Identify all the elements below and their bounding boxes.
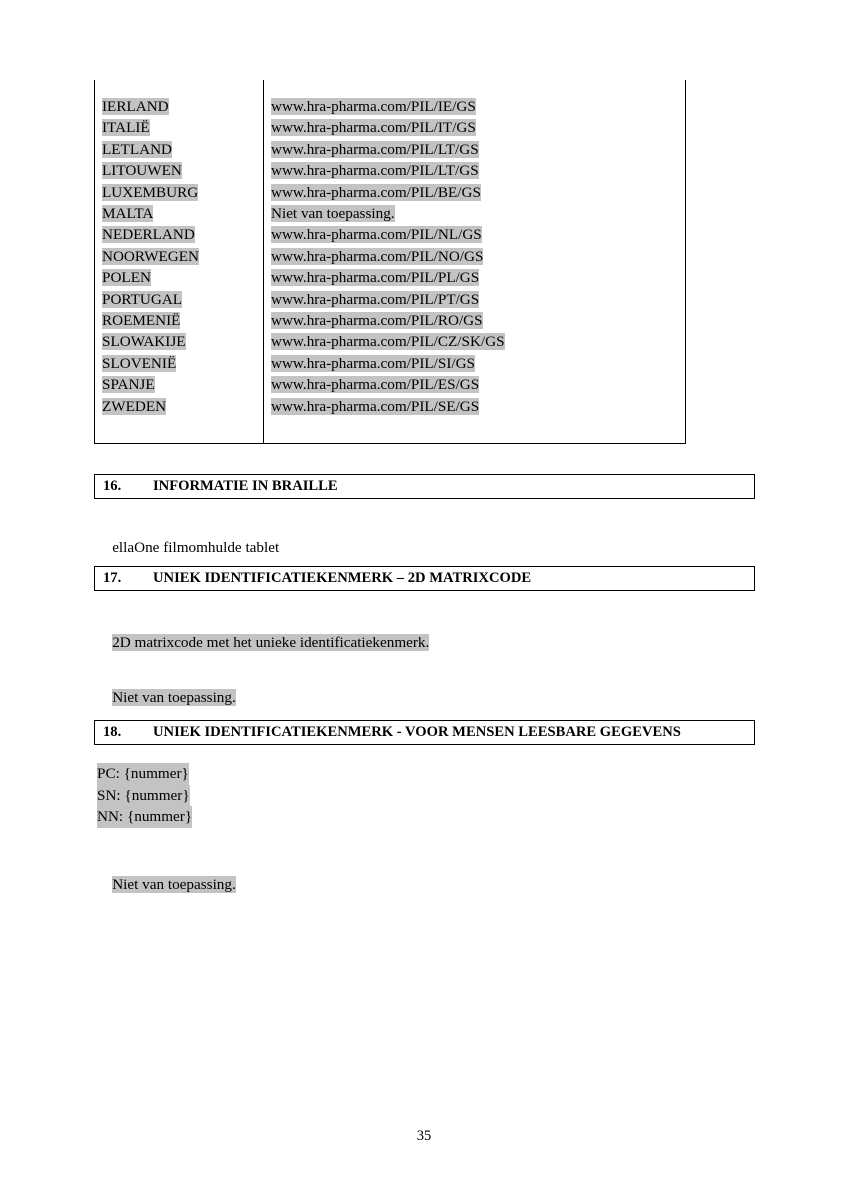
identifier-pc-line: PC: {nummer} [97,763,189,785]
table-row [95,331,686,352]
section-18-body-line-2 [97,852,236,917]
table-cell-url [264,160,686,181]
country-name: NOORWEGEN [102,247,200,265]
not-applicable-text: Niet van toepassing. [112,688,236,706]
country-url: www.hra-pharma.com/PIL/ES/GS [271,376,480,394]
table-cell-url [264,331,686,352]
country-name: PORTUGAL [102,290,183,308]
table-cell-country [95,117,264,138]
table-row [95,267,686,288]
table-cell-country [95,203,264,224]
table-cell-country [95,246,264,267]
section-title: UNIEK IDENTIFICATIEKENMERK - VOOR MENSEN LEESBARE GEGEVENS [153,724,681,740]
country-name: ZWEDEN [102,397,167,415]
country-url: www.hra-pharma.com/PIL/LT/GS [271,162,479,180]
table-row [95,310,686,331]
table-cell-country [95,331,264,352]
table-cell-url [264,353,686,374]
table-spacer-cell [264,417,686,444]
country-url: www.hra-pharma.com/PIL/IT/GS [271,119,476,137]
matrixcode-text: 2D matrixcode met het unieke identificatiekenmerk. [112,633,430,651]
table-row [95,396,686,417]
country-name: SPANJE [102,376,155,394]
country-url: www.hra-pharma.com/PIL/SE/GS [271,397,480,415]
table-cell-url [264,96,686,117]
table-cell-url [264,224,686,245]
table-cell-url [264,396,686,417]
table-cell-url [264,139,686,160]
table-row [95,160,686,181]
identifier-nn-line: NN: {nummer} [97,806,192,828]
table-row [95,353,686,374]
section-number: 18. [103,724,122,740]
country-url: www.hra-pharma.com/PIL/NL/GS [271,226,482,244]
table-cell-country [95,353,264,374]
country-url: www.hra-pharma.com/PIL/PT/GS [271,290,480,308]
table-cell-country [95,224,264,245]
country-url: www.hra-pharma.com/PIL/IE/GS [271,98,476,115]
country-name: LITOUWEN [102,162,182,180]
table-cell-country [95,396,264,417]
table-cell-country [95,160,264,181]
country-url: Niet van toepassing. [271,205,395,223]
section-number: 16. [103,478,122,494]
table-cell-url [264,289,686,310]
table-spacer-cell [95,417,264,444]
section-title: INFORMATIE IN BRAILLE [153,478,338,494]
table-row [95,182,686,203]
country-url: www.hra-pharma.com/PIL/RO/GS [271,312,483,330]
section-18-identifier-block [97,763,192,828]
table-cell-country [95,267,264,288]
country-name: SLOWAKIJE [102,333,186,351]
country-url: www.hra-pharma.com/PIL/BE/GS [271,183,481,201]
section-number: 17. [103,570,122,586]
table-cell-url [264,182,686,203]
country-url: www.hra-pharma.com/PIL/LT/GS [271,140,479,158]
country-name: POLEN [102,269,151,287]
country-name: ROEMENIË [102,312,181,330]
country-name: ITALIË [102,119,150,137]
table-row [95,96,686,117]
table-cell-country [95,289,264,310]
country-name: LUXEMBURG [102,183,199,201]
page-number: 35 [416,1128,432,1144]
table-cell-url [264,310,686,331]
table-cell-country [95,310,264,331]
table-bottom-spacer-row [95,417,686,444]
country-url: www.hra-pharma.com/PIL/PL/GS [271,269,480,287]
country-url-table [94,80,686,444]
table-row [95,117,686,138]
country-name: MALTA [102,205,154,223]
table-cell-url [264,117,686,138]
table-cell-url [264,267,686,288]
country-name: SLOVENIË [102,354,177,372]
not-applicable-text: Niet van toepassing. [112,875,236,893]
table-row [95,203,686,224]
country-name: NEDERLAND [102,226,195,244]
country-url: www.hra-pharma.com/PIL/CZ/SK/GS [271,333,505,351]
section-heading-16 [94,474,755,499]
table-row [95,289,686,310]
table-spacer-cell [95,80,264,96]
country-url: www.hra-pharma.com/PIL/NO/GS [271,247,484,265]
section-heading-17 [94,566,755,591]
country-url-table-body [95,80,686,444]
table-row [95,224,686,245]
table-cell-country [95,96,264,117]
table-cell-url [264,374,686,395]
table-row [95,246,686,267]
section-title: UNIEK IDENTIFICATIEKENMERK – 2D MATRIXCODE [153,570,532,586]
identifier-sn-line: SN: {nummer} [97,785,190,807]
country-url: www.hra-pharma.com/PIL/SI/GS [271,354,476,372]
table-cell-url [264,203,686,224]
table-cell-country [95,182,264,203]
table-top-spacer-row [95,80,686,96]
country-name: IERLAND [102,98,169,115]
table-row [95,374,686,395]
table-cell-url [264,246,686,267]
table-cell-country [95,139,264,160]
braille-product-name: ellaOne filmomhulde tablet [112,538,280,556]
table-row [95,139,686,160]
table-spacer-cell [264,80,686,96]
country-name: LETLAND [102,140,173,158]
table-cell-country [95,374,264,395]
section-heading-18 [94,720,755,745]
